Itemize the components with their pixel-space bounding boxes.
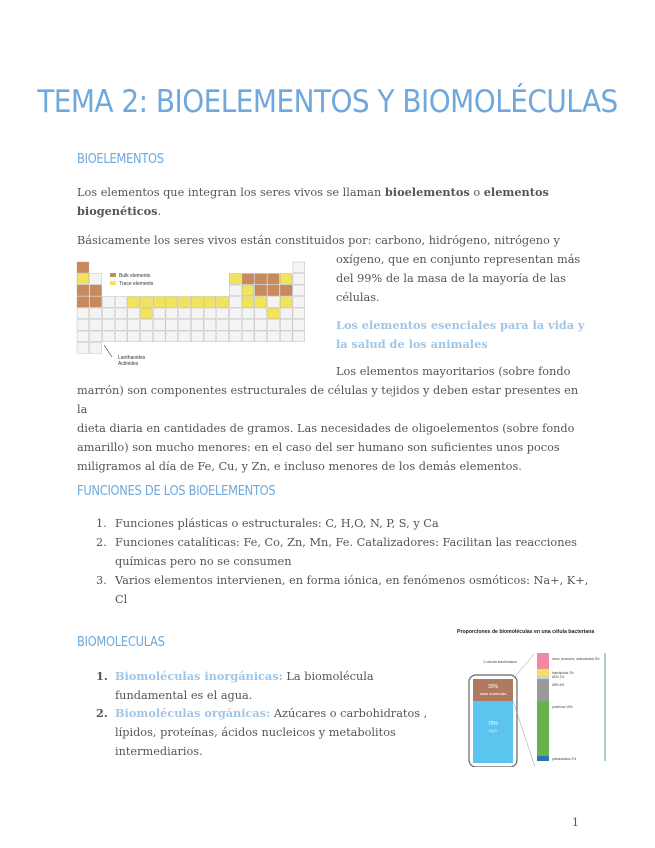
element-cell [255,274,267,285]
element-cell [141,297,153,308]
element-cell [280,297,292,308]
element-cell [255,285,267,296]
element-cell [229,308,241,319]
element-cell [242,331,254,342]
element-cell [128,297,140,308]
element-cell [141,331,153,342]
element-cell [90,320,102,331]
paragraph-composition-line1: Básicamente los seres vivos están constituidos por: carbono, hidrógeno, nitrógeno y [77,234,560,247]
element-cell [90,308,102,319]
list-item: Funciones catalíticas: Fe, Co, Zn, Mn, Fe. Catalizadores: Facilitan las reacciones químicas pero no se consumen [115,536,577,568]
biomolecule-type-link[interactable]: Biomoléculas orgánicas: [115,706,271,720]
other-molecules-block [473,679,513,701]
element-cell [242,285,254,296]
element-cell [115,320,127,331]
legend-bulk-swatch [110,273,116,277]
composition-segment [537,701,549,756]
composition-segment [537,675,549,679]
composition-label: polisacáridos 2% [552,757,577,761]
figure-title: Proporciones de biomoléculas en una célula bacteriana [457,629,595,635]
cell-label: 1 célula bacteriana [483,659,517,664]
element-cell [141,308,153,319]
element-cell [90,297,102,308]
element-cell [204,308,216,319]
element-cell [90,331,102,342]
element-cell [293,285,305,296]
section-heading-bioelementos: BIOELEMENTOS [77,152,164,167]
element-cell [229,274,241,285]
element-cell [217,320,229,331]
paragraph-majority-rest: marrón) son componentes estructurales de células y tejidos y deben estar presentes en la dieta diaria en cantidades de gramos. Las necesidades de oligoelementos (sobre fondo amarillo) son mucho menores: en el caso del ser humano son suficientes unos pocos miligramos al día de Fe, Cu, y Zn, e incluso menores de los demás elementos. [77,384,579,473]
element-cell [229,285,241,296]
arrow-icon [104,345,112,357]
element-cell [90,343,102,354]
list-number: 1. [96,669,108,683]
composition-label: iones, azúcares, aminoácidos 5% [552,657,600,661]
composition-segment [537,679,549,701]
element-cell [242,274,254,285]
element-cell [115,297,127,308]
list-item: Funciones plásticas o estructurales: C, H,O, N, P, S, y Ca [115,517,439,530]
element-cell [77,343,89,354]
element-cell [153,320,165,331]
element-cell [77,331,89,342]
element-cell [179,308,191,319]
element-cell [255,331,267,342]
element-cell [179,297,191,308]
paragraph-intro: Los elementos que integran los seres vivos se llaman bioelementos o elementos biogenéticos. [77,185,549,218]
list-number: 2. [96,706,108,720]
element-cell [128,320,140,331]
element-cell [179,320,191,331]
element-cell [77,308,89,319]
element-cell [217,297,229,308]
element-cell [268,320,280,331]
element-cell [102,297,114,308]
element-cell [77,297,89,308]
element-cell [102,308,114,319]
element-cell [191,297,203,308]
element-cell [115,308,127,319]
element-cell [280,320,292,331]
element-cell [204,320,216,331]
composition-label: ARN 6% [552,683,565,687]
element-cell [102,320,114,331]
element-cell [255,320,267,331]
element-cell [293,320,305,331]
element-cell [166,297,178,308]
water-pct: 70% [487,721,499,727]
element-cell [204,331,216,342]
composition-label: fosfolípidos 2% [552,671,574,675]
element-cell [229,320,241,331]
element-cell [141,320,153,331]
element-cell [242,308,254,319]
link-essential-elements[interactable]: Los elementos esenciales para la vida y la salud de los animales [336,318,585,351]
element-cell [90,274,102,285]
section-heading-funciones: FUNCIONES DE LOS BIOELEMENTOS [77,484,276,499]
element-cell [128,331,140,342]
element-cell [77,320,89,331]
element-cell [77,274,89,285]
element-cell [280,331,292,342]
element-cell [293,262,305,273]
other-pct: 30% [487,684,499,690]
element-cell [293,308,305,319]
element-cell [77,285,89,296]
element-cell [102,331,114,342]
composition-label: proteínas 15% [552,705,573,709]
element-cell [268,331,280,342]
element-cell [115,331,127,342]
element-cell [191,320,203,331]
element-cell [217,308,229,319]
list-item: Biomoléculas inorgánicas: La biomolécula fundamental es el agua. [115,669,374,702]
section-heading-biomoleculas: BIOMOLECULAS [77,635,165,650]
page-number: 1 [572,816,579,829]
lanthanides-label: Lanthanides [118,355,146,361]
element-cell [293,297,305,308]
list-number: 3. [96,574,107,587]
bacterial-cell-proportions-figure [455,627,611,767]
element-cell [268,297,280,308]
element-cell [255,308,267,319]
element-cell [217,331,229,342]
element-cell [280,274,292,285]
list-item: Biomoléculas orgánicas: Azúcares o carbohidratos , lípidos, proteínas, ácidos nucleicos y metabolitos intermediarios. [115,706,428,758]
element-cell [242,320,254,331]
element-cell [166,320,178,331]
element-cell [280,308,292,319]
element-cell [268,285,280,296]
composition-segment [537,653,549,669]
element-cell [204,297,216,308]
element-cell [166,331,178,342]
legend-trace-label: Trace elements [119,281,154,287]
element-cell [268,308,280,319]
biomolecule-type-link[interactable]: Biomoléculas inorgánicas: [115,669,283,683]
periodic-table-figure [76,259,310,367]
element-cell [166,308,178,319]
water-label: H₂O [489,728,497,733]
element-cell [229,331,241,342]
element-cell [255,297,267,308]
legend-trace-swatch [110,281,116,285]
composition-label: ADN 1% [552,675,565,679]
list-number: 2. [96,536,107,549]
list-number: 1. [96,517,107,530]
element-cell [191,308,203,319]
paragraph-composition-rest: oxígeno, que en conjunto representan más del 99% de la masa de la mayoría de las células. [336,253,581,304]
element-cell [268,274,280,285]
element-cell [293,274,305,285]
paragraph-majority-line1: Los elementos mayoritarios (sobre fondo [336,365,571,378]
list-item: Varios elementos intervienen, en forma iónica, en fenómenos osmóticos: Na+, K+, Cl [115,574,589,606]
actinides-label: Actinides [118,361,139,367]
composition-segment [537,669,549,675]
element-cell [242,297,254,308]
element-cell [128,308,140,319]
legend-bulk-label: Bulk elements [119,273,151,279]
element-cell [153,297,165,308]
element-cell [293,331,305,342]
element-cell [229,297,241,308]
composition-segment [537,756,549,761]
page-title: TEMA 2: BIOELEMENTOS Y BIOMOLÉCULAS [37,84,618,120]
element-cell [191,331,203,342]
element-cell [280,285,292,296]
element-cell [153,308,165,319]
element-cell [153,331,165,342]
element-cell [77,262,89,273]
element-cell [179,331,191,342]
other-label: otras moléculas [479,692,507,696]
element-cell [90,285,102,296]
